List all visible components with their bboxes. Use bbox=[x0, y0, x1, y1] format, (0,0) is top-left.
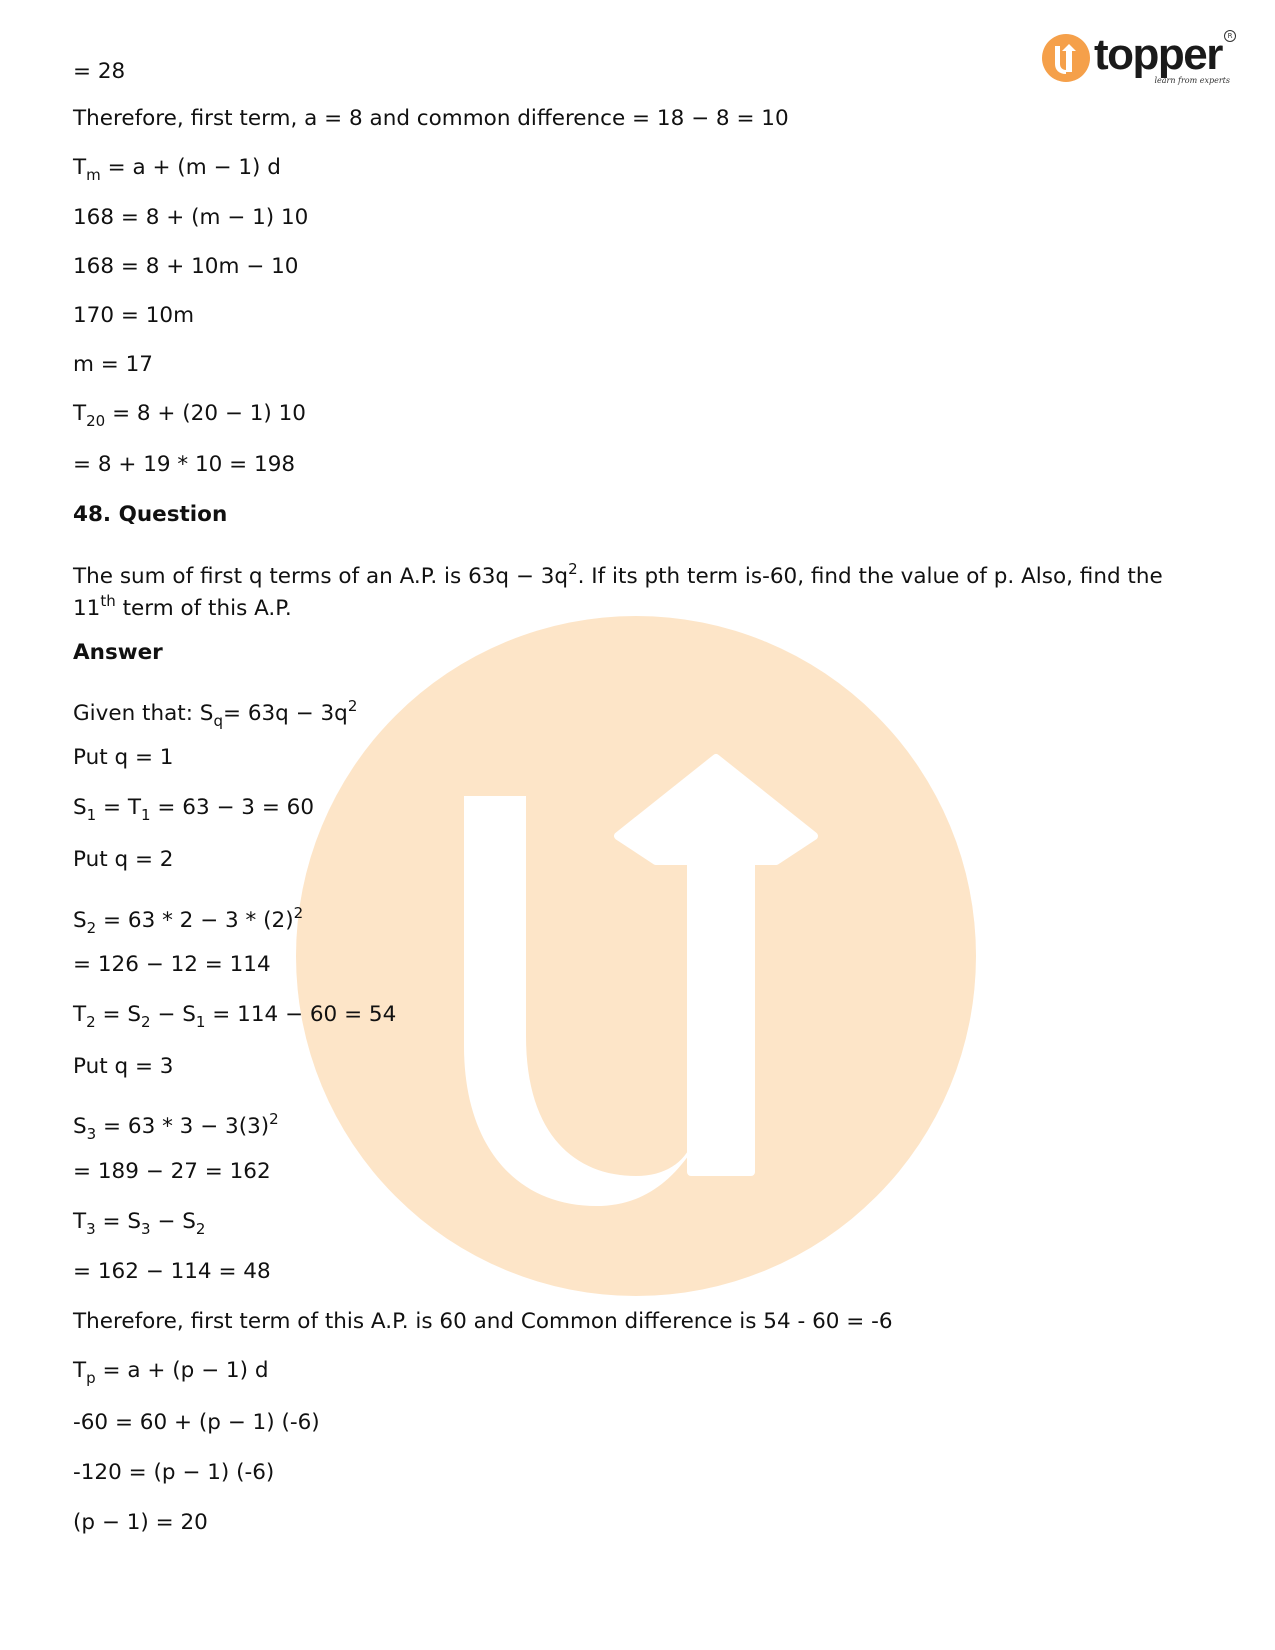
text-line: = 162 − 114 = 48 bbox=[73, 1259, 271, 1284]
text-line: Put q = 3 bbox=[73, 1054, 174, 1079]
text-line: Put q = 2 bbox=[73, 847, 174, 872]
text-line: = 28 bbox=[73, 59, 126, 84]
equation-line: $T_{20} = 8 + (20 - 1)$ 10 bbox=[73, 401, 306, 430]
topper-logo-icon bbox=[1042, 34, 1090, 82]
text-line: 168 = 8 + (m − 1) 10 bbox=[73, 205, 309, 230]
equation-line: Given that: $S_q= 63q - 3q^2$ bbox=[73, 697, 358, 730]
topper-logo bbox=[1038, 28, 1238, 94]
registered-mark: R bbox=[1224, 30, 1236, 42]
question-text: 11th term of this A.P. bbox=[73, 592, 292, 621]
upward-arrow-u-icon bbox=[1042, 34, 1090, 82]
equation-line: $T_m = a + (m - 1)$ d bbox=[73, 155, 281, 184]
equation-line: $S_1 = T_1 = 63 - 3 = 60$ bbox=[73, 795, 315, 824]
text-line: Therefore, first term, a = 8 and common difference = 18 − 8 = 10 bbox=[73, 106, 789, 131]
text-line: 168 = 8 + 10m − 10 bbox=[73, 254, 299, 279]
watermark-logo bbox=[296, 616, 976, 1296]
text-line: = 8 + 19 * 10 = 198 bbox=[73, 452, 296, 477]
equation-line: $S_2 = 63 * 2 - 3 * (2)^2$ bbox=[73, 904, 304, 937]
equation-line: $T_2 = S_2 - S_1 = 114 - 60 = 54$ bbox=[73, 1002, 397, 1031]
equation-line: $T_3 = S_3 - S_2$ bbox=[73, 1209, 206, 1238]
equation-line: $S_3 = 63 * 3 - 3(3)^2$ bbox=[73, 1110, 279, 1143]
equation-line: $T_p = a + (p - 1)$ d bbox=[73, 1358, 269, 1387]
text-line: = 189 − 27 = 162 bbox=[73, 1159, 271, 1184]
logo-wordmark: topper bbox=[1094, 30, 1222, 79]
text-line: Therefore, first term of this A.P. is 60 and Common difference is 54 - 60 = -6 bbox=[73, 1309, 893, 1334]
text-line: m = 17 bbox=[73, 352, 153, 377]
text-line: -60 = 60 + (p − 1) (-6) bbox=[73, 1410, 320, 1435]
question-heading: 48. Question bbox=[73, 502, 228, 527]
text-line: (p − 1) = 20 bbox=[73, 1510, 208, 1535]
question-text: The sum of first q terms of an A.P. is $63q - 3q^2$. If its pth term is-60, find the value of p. Also, find the bbox=[73, 560, 1163, 589]
text-line: Put q = 1 bbox=[73, 745, 174, 770]
answer-heading: Answer bbox=[73, 640, 163, 665]
text-line: 170 = 10m bbox=[73, 303, 195, 328]
text-line: = 126 − 12 = 114 bbox=[73, 952, 271, 977]
logo-tagline: learn from experts bbox=[1154, 76, 1230, 85]
text-line: -120 = (p − 1) (-6) bbox=[73, 1460, 275, 1485]
